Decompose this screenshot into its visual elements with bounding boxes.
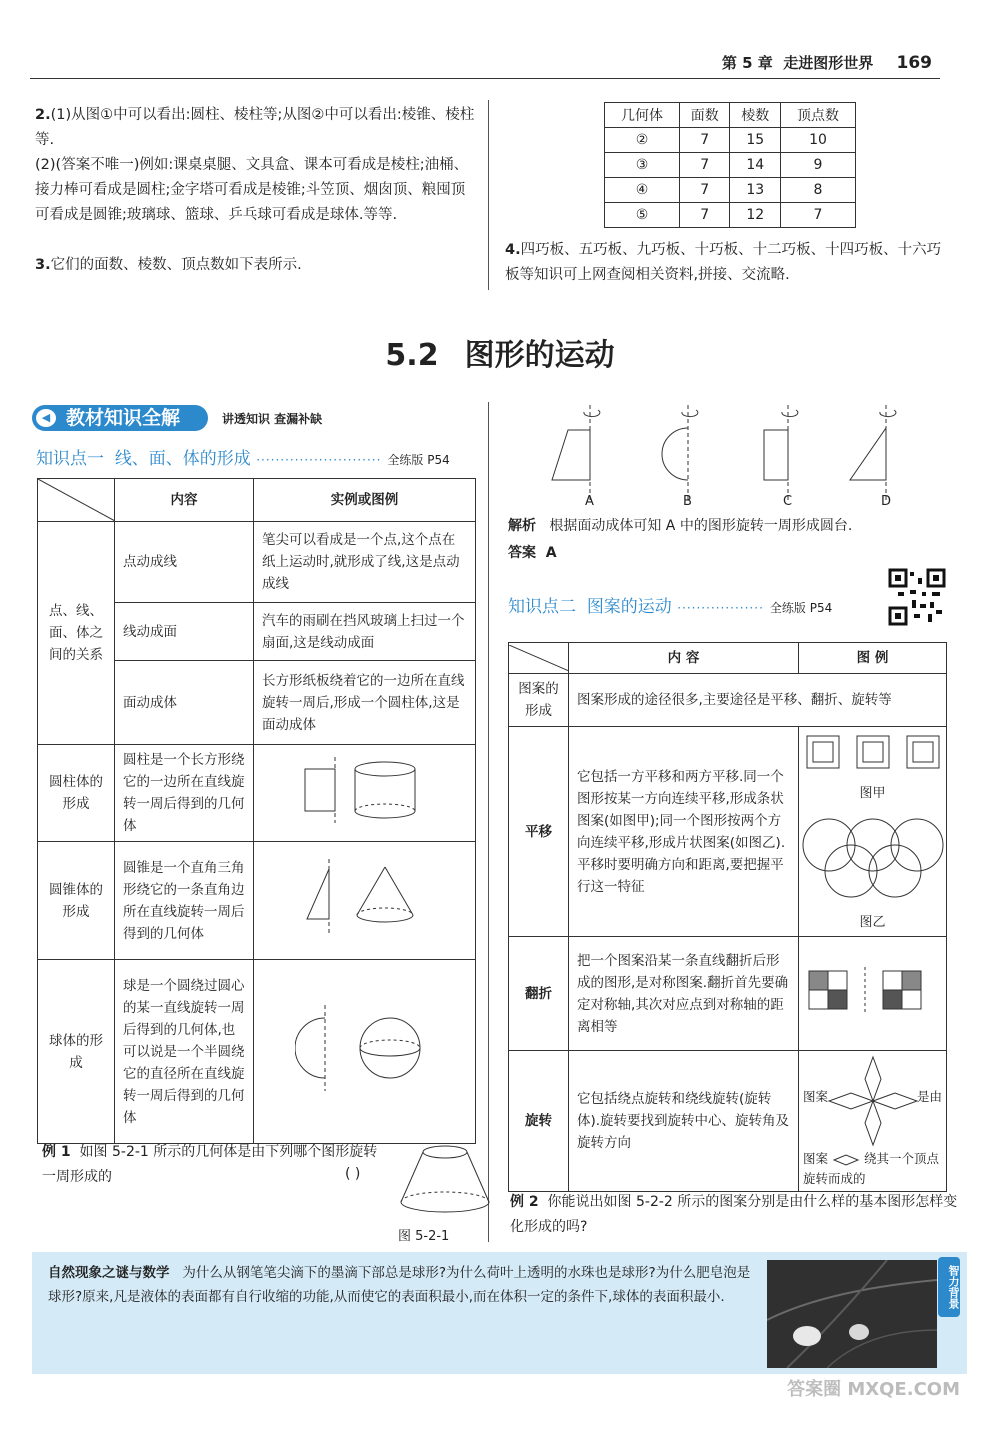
option-a-label: A: [585, 494, 594, 509]
option-d-shape: [850, 405, 896, 500]
translate-figure-cell: [799, 727, 947, 937]
solid-label: 球体的形成: [38, 960, 115, 1144]
example-1: 例 1 如图 5-2-1 所示的几何体是由下列哪个图形旋转一周形成的: [42, 1144, 378, 1185]
cylinder-figure: [295, 755, 435, 825]
solid-label: 圆锥体的形成: [38, 842, 115, 960]
knowledge-table-2: [508, 642, 947, 1192]
side-tab: 智力背景: [938, 1257, 960, 1317]
flip-figure-cell: [799, 937, 947, 1051]
page-number: 169: [896, 53, 932, 73]
banner-subtitle: 讲透知识 查漏补缺: [222, 412, 323, 426]
speaker-icon: ◀: [36, 409, 56, 427]
example-cell: 笔尖可以看成是一个点,这个点在纸上运动时,就形成了线,这是点动成线: [254, 522, 476, 603]
leaf-water-photo: [767, 1260, 937, 1368]
cone-figure-cell: [254, 842, 476, 960]
cone-figure: [295, 857, 435, 937]
knowledge-point-1: 知识点一 线、面、体的形成 ·························· 全练版 P54: [36, 449, 450, 469]
table-row: ④ 7 13 8: [605, 178, 856, 203]
column-divider: [488, 402, 489, 1242]
example-cell: 长方形纸板绕着它的一边所在直线旋转一周后,形成一个圆柱体,这是面动成体: [254, 661, 476, 745]
footer-note: 自然现象之谜与数学 为什么从钢笔笔尖滴下的墨滴下部总是球形?为什么荷叶上透明的水珠也是球形?为什么肥皂泡是球形?原来,凡是液体的表面都有自行收缩的功能,从而使它的表面积最小,而在体积一定的条件下,球体的表面积最小.: [48, 1265, 751, 1305]
solid-label: 圆柱体的形成: [38, 745, 115, 842]
row-label: 旋转: [509, 1051, 569, 1192]
diagonal-line: [509, 645, 569, 671]
row-label: 图案的形成: [509, 674, 569, 727]
option-d-label: D: [881, 494, 892, 509]
answer-q4: 4.四巧板、五巧板、九巧板、十巧板、十二巧板、十四巧板、十六巧板等知识可上网查阅相关资料,拼接、交流略.: [505, 242, 942, 283]
option-c-shape: [764, 405, 798, 500]
example-cell: 汽车的雨刷在挡风玻璃上扫过一个扇面,这是线动成面: [254, 603, 476, 661]
answer-q3: 3.它们的面数、棱数、顶点数如下表所示.: [35, 257, 302, 273]
frustum-figure: [395, 1140, 495, 1220]
diagonal-header-cell: [509, 643, 569, 674]
flip-text: 把一个图案沿某一条直线翻折后形成的图形,是对称图案.翻折首先要确定对称轴,其次对应点到对称轴的距离相等: [569, 937, 799, 1051]
option-b-label: B: [683, 494, 692, 509]
knowledge-banner: 教材知识全解: [32, 405, 208, 431]
rotate-caption-1: 图案: [803, 1089, 829, 1104]
flip-figure: [803, 965, 943, 1015]
answer-q2: 2.(1)从图①中可以看出:圆柱、棱柱等;从图②中可以看出:棱锥、棱柱等.: [35, 107, 475, 148]
option-a-shape: [552, 405, 600, 500]
watermark: 答案圈 MXQE.COM: [787, 1379, 960, 1400]
leaf-photo-drawing: [767, 1260, 937, 1368]
header-content: 内容: [115, 479, 254, 522]
figure-caption: 图乙: [859, 914, 886, 930]
rotate-caption-2: 是由: [916, 1089, 942, 1104]
figure-caption: 图甲: [859, 785, 886, 801]
content-cell: 线动成面: [115, 603, 254, 661]
formation-text: 图案形成的途径很多,主要途径是平移、翻折、旋转等: [569, 674, 947, 727]
solid-text: 球是一个圆绕过圆心的某一直线旋转一周后得到的几何体,也可以说是一个半圆绕它的直径所在直线旋转一周后得到的几何体: [115, 960, 254, 1144]
rotation-options-figure: [540, 400, 920, 505]
chapter-title: 走进图形世界: [783, 54, 874, 72]
content-cell: 面动成体: [115, 661, 254, 745]
header-content: 内 容: [569, 643, 799, 674]
row-label: 平移: [509, 727, 569, 937]
solid-text: 圆锥是一个直角三角形绕它的一条直角边所在直线旋转一周后得到的几何体: [115, 842, 254, 960]
sphere-figure: [295, 1003, 435, 1093]
row-label: 翻折: [509, 937, 569, 1051]
sphere-figure-cell: [254, 960, 476, 1144]
answer-q2-part2: (2)(答案不唯一)例如:课桌桌腿、文具盒、课本可看成是棱柱;油桶、接力棒可看成是圆柱;金字塔可看成是棱锥;斗笠顶、烟囱顶、粮囤顶可看成是圆锥;玻璃球、篮球、乒乓球可看成是球体.等等.: [35, 157, 469, 223]
header-rule: [30, 78, 940, 79]
option-b-shape: [662, 405, 698, 500]
section-title: 5.2 图形的运动: [385, 338, 615, 373]
group-label: 点、线、面、体之间的关系: [38, 522, 115, 745]
table-row: ⑤ 7 12 7: [605, 203, 856, 228]
page-header: [722, 52, 932, 73]
answer-blank: ( ): [345, 1166, 361, 1182]
table-header-row: 几何体 面数 棱数 顶点数: [605, 103, 856, 128]
diagonal-header-cell: [38, 479, 115, 522]
analysis: 解析 根据面动成体可知 A 中的图形旋转一周形成圆台.: [508, 518, 853, 534]
header-example: 实例或图例: [254, 479, 476, 522]
table-row: ② 7 15 10: [605, 128, 856, 153]
content-cell: 点动成线: [115, 522, 254, 603]
rhombus-icon: [832, 1154, 860, 1166]
answer: 答案 A: [508, 545, 557, 561]
example-2: 例 2 你能说出如图 5-2-2 所示的图案分别是由什么样的基本图形怎样变化形成的吗?: [510, 1194, 958, 1235]
translate-figure-a: [799, 730, 947, 776]
column-divider: [488, 100, 489, 290]
translate-text: 它包括一方平移和两方平移.同一个图形按某一方向连续平移,形成条状图案(如图甲);同一个图形按两个方向连续平移,形成片状图案(如图乙).平移时要明确方向和距离,要把握平行这一特征: [569, 727, 799, 937]
solid-count-table: [604, 102, 856, 228]
rotate-caption-3-line: 图案 绕其一个顶点旋转而成的: [803, 1151, 939, 1186]
rotate-figure-cell: [799, 1051, 947, 1192]
translate-figure-b: [799, 805, 947, 905]
qr-code-icon[interactable]: [888, 568, 946, 626]
rotate-text: 它包括绕点旋转和绕线旋转(旋转体).旋转要找到旋转中心、旋转角及旋转方向: [569, 1051, 799, 1192]
cylinder-figure-cell: [254, 745, 476, 842]
option-c-label: C: [783, 494, 793, 509]
header-example: 图 例: [799, 643, 947, 674]
solid-text: 圆柱是一个长方形绕它的一边所在直线旋转一周后得到的几何体: [115, 745, 254, 842]
figure-caption: 图 5-2-1: [398, 1229, 450, 1244]
knowledge-point-2: 知识点二 图案的运动 ·················· 全练版 P54: [508, 597, 833, 617]
table-row: ③ 7 14 9: [605, 153, 856, 178]
chapter-number: 第 5 章: [721, 54, 773, 72]
diagonal-line: [38, 479, 115, 521]
knowledge-table-1: [37, 478, 476, 1144]
